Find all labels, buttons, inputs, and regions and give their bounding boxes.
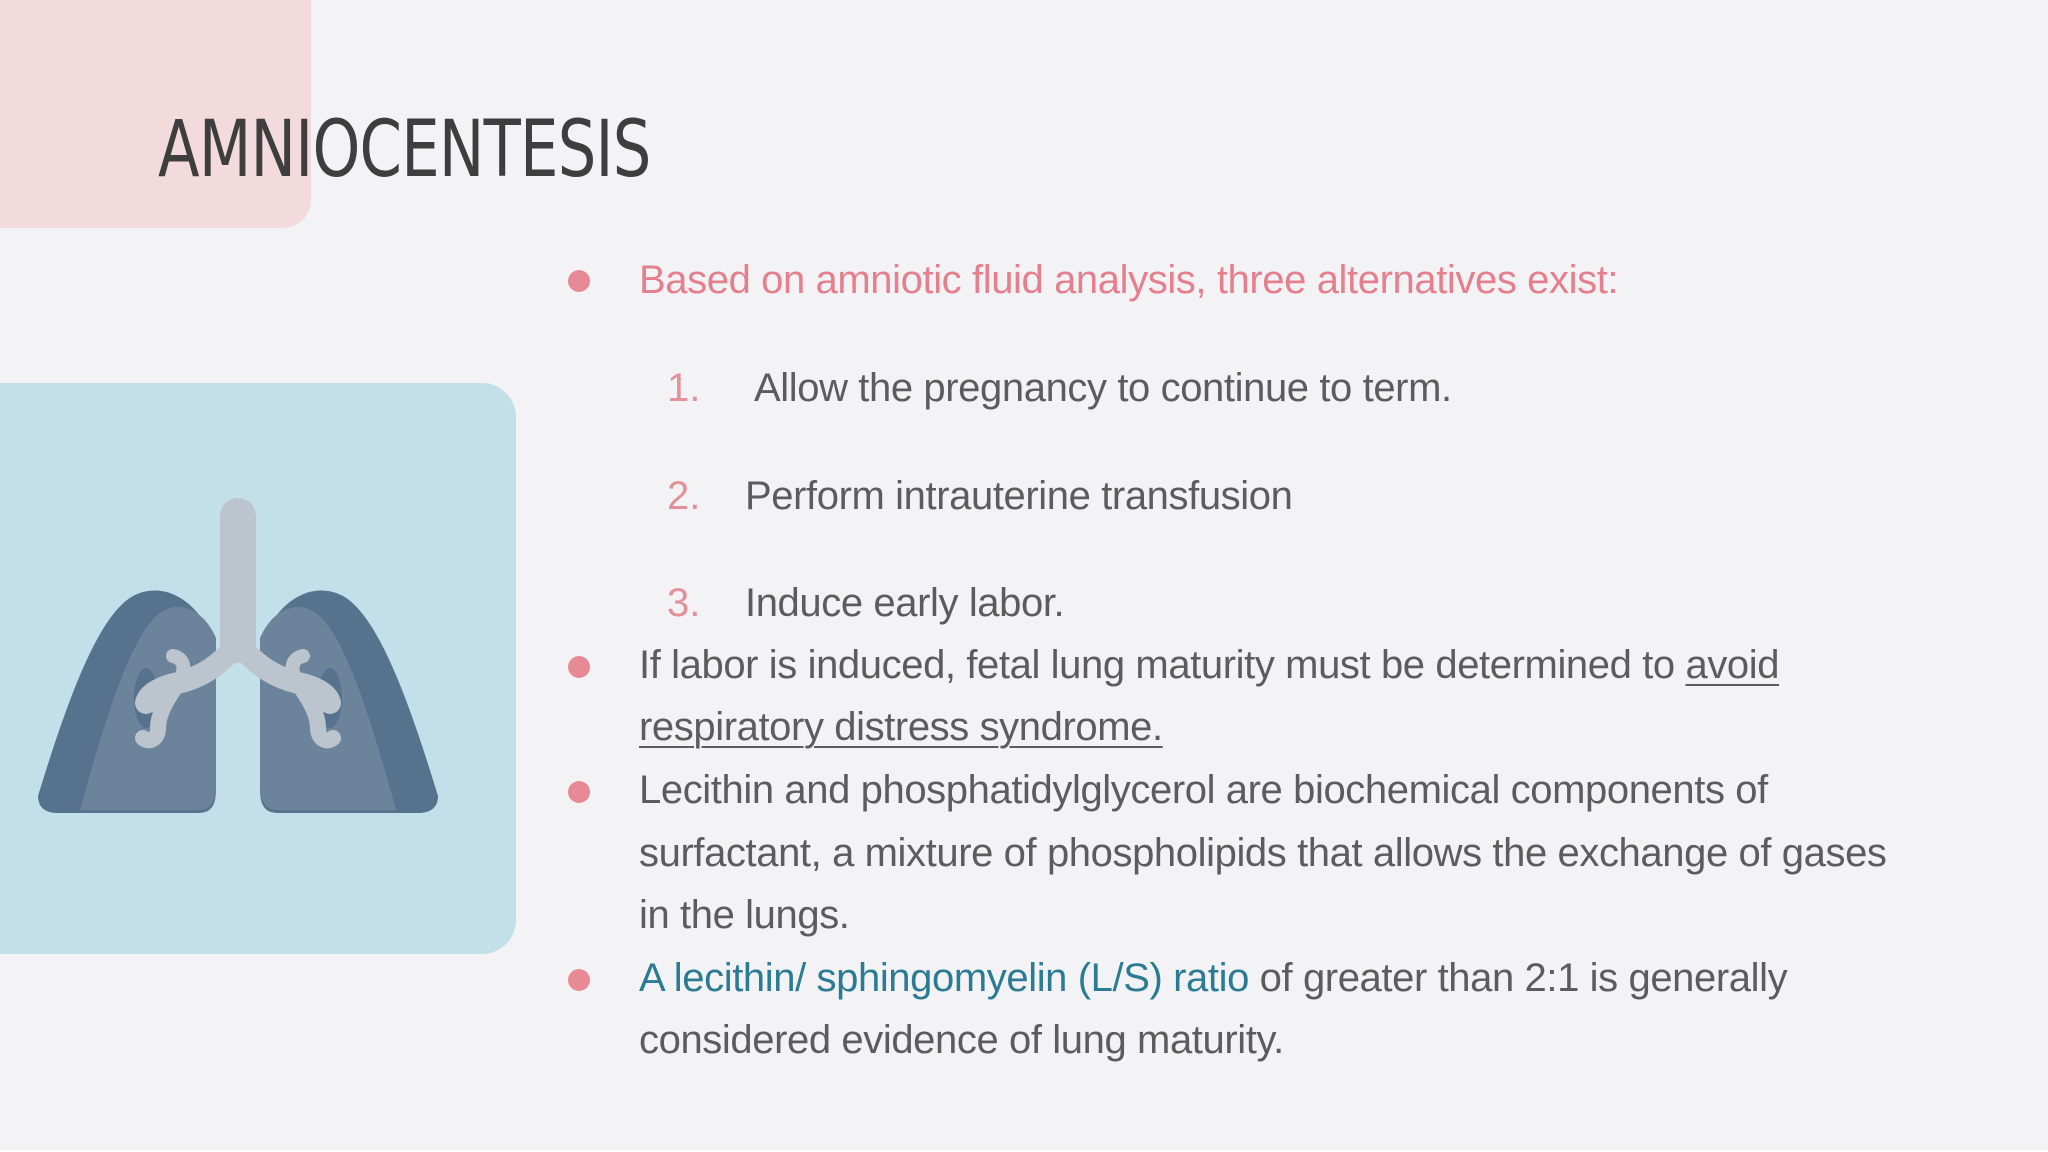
bullet-text [639, 634, 1779, 696]
bullet-text [639, 947, 1787, 1009]
bullet-text: considered evidence of lung maturity. [639, 1018, 1284, 1062]
list-number: 3. [667, 581, 701, 625]
list-item: Perform intrauterine transfusion [745, 474, 1293, 518]
bullet-heading: Based on amniotic fluid analysis, three alternatives exist: [639, 258, 1619, 302]
bullet-text-plain: of greater than 2:1 is generally [1248, 956, 1788, 1000]
bullet-dot [568, 781, 590, 803]
underlined-phrase: respiratory distress syndrome. [639, 705, 1163, 749]
list-item: Induce early labor. [745, 581, 1065, 625]
bullet-dot [568, 656, 590, 678]
bullet-dot [568, 969, 590, 991]
list-number: 2. [667, 474, 701, 518]
list-item: Allow the pregnancy to continue to term. [754, 366, 1452, 410]
slide-title: AMNIOCENTESIS [158, 105, 651, 195]
highlighted-phrase: A lecithin/ sphingomyelin (L/S) ratio [639, 956, 1249, 1000]
underlined-phrase: avoid [1685, 643, 1780, 687]
bullet-dot [568, 270, 590, 292]
list-number: 1. [667, 366, 701, 410]
bullet-text: in the lungs. [639, 893, 850, 937]
bullet-text-plain: If labor is induced, fetal lung maturity must be determined to [639, 643, 1686, 687]
bullet-text: Lecithin and phosphatidylglycerol are biochemical components of [639, 768, 1768, 812]
bullet-text: surfactant, a mixture of phospholipids that allows the exchange of gases [639, 831, 1887, 875]
